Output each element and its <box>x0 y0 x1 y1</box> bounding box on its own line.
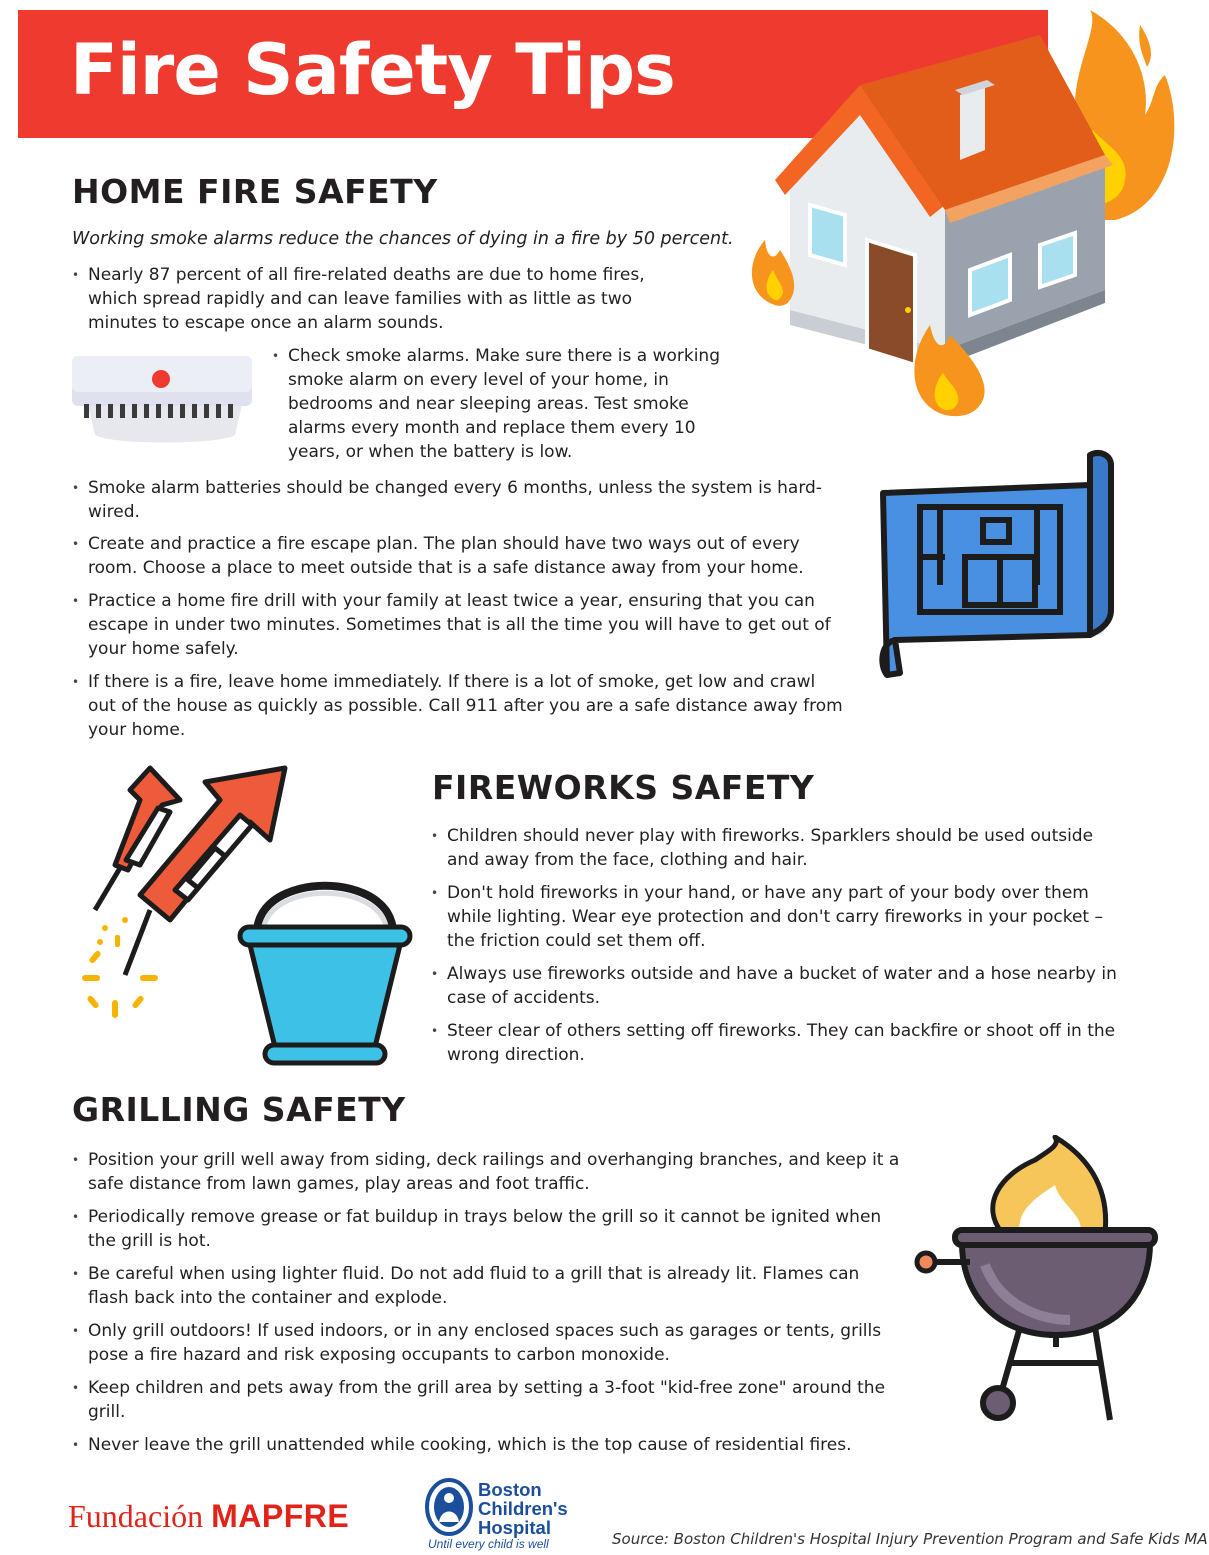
burning-house-icon <box>745 5 1185 425</box>
fireworks-tip-list <box>431 824 1121 1067</box>
list-item: • Be careful when using lighter fluid. Do not add fluid to a grill that is already lit. Flames can flash back into the container and explode. <box>72 1262 902 1310</box>
list-item: • Always use fireworks outside and have a bucket of water and a hose nearby in case of accidents. <box>431 962 1121 1010</box>
hospital-tagline: Until every child is well <box>428 1537 549 1551</box>
list-item: • Never leave the grill unattended while cooking, which is the top cause of residential fires. <box>72 1433 902 1457</box>
hospital-name-line-3: Hospital <box>478 1517 551 1538</box>
hospital-name-line-2: Children's <box>478 1498 568 1519</box>
home-tip-list-3 <box>72 476 847 742</box>
list-item: • Children should never play with fireworks. Sparklers should be used outside and away from the face, clothing and hair. <box>431 824 1121 872</box>
hospital-seal-icon <box>425 1478 473 1536</box>
hospital-name-line-1: Boston <box>478 1479 542 1500</box>
source-note: Source: Boston Children's Hospital Injury Prevention Program and Safe Kids MA <box>612 1530 1208 1548</box>
list-item: • Don't hold fireworks in your hand, or have any part of your body over them while lighting. Wear eye protection and don't carry fireworks in your pocket – the friction could set them off. <box>431 881 1121 953</box>
list-item: • If there is a fire, leave home immediately. If there is a lot of smoke, get low and crawl out of the house as quickly as possible. Call 911 after you are a safe distance away from your home. <box>72 670 847 742</box>
list-item: • Nearly 87 percent of all fire-related deaths are due to home fires, which spread rapidly and can leave families with as little as two minutes to escape once an alarm sounds. <box>72 263 677 335</box>
home-tip-list-1 <box>72 263 677 335</box>
grilling-tip-list <box>72 1148 902 1457</box>
boston-childrens-hospital-logo <box>478 1480 568 1537</box>
list-item: • Steer clear of others setting off fireworks. They can backfire or shoot off in the wrong direction. <box>431 1019 1121 1067</box>
fundacion-mapfre-logo <box>68 1498 349 1535</box>
page-title: Fire Safety Tips <box>70 29 675 111</box>
mapfre-prefix: Fundación <box>68 1498 204 1534</box>
list-item: • Position your grill well away from siding, deck railings and overhanging branches, and keep it a safe distance from lawn games, play areas and foot traffic. <box>72 1148 902 1196</box>
home-intro: Working smoke alarms reduce the chances of dying in a fire by 50 percent. <box>72 229 734 249</box>
fireworks-safety-heading: FIREWORKS SAFETY <box>432 768 815 807</box>
grill-icon <box>910 1135 1160 1425</box>
bucket-icon <box>235 855 415 1073</box>
list-item: • Practice a home fire drill with your family at least twice a year, ensuring that you can escape in under two minutes. Sometimes that is all the time you will have to get out of your home safely. <box>72 589 847 661</box>
mapfre-name: MAPFRE <box>211 1498 350 1534</box>
grilling-safety-heading: GRILLING SAFETY <box>72 1090 406 1129</box>
home-fire-safety-heading: HOME FIRE SAFETY <box>72 172 438 211</box>
list-item: • Create and practice a fire escape plan. The plan should have two ways out of every room. Choose a place to meet outside that is a safe distance away from your home. <box>72 532 847 580</box>
list-item: • Periodically remove grease or fat buildup in trays below the grill so it cannot be ignited when the grill is hot. <box>72 1205 902 1253</box>
smoke-alarm-icon <box>70 350 260 450</box>
list-item: • Check smoke alarms. Make sure there is a working smoke alarm on every level of your home, in bedrooms and near sleeping areas. Test smoke alarms every month and replace them every 10 years, or when the battery is low. <box>272 344 742 464</box>
blueprint-icon <box>875 445 1125 690</box>
list-item: • Only grill outdoors! If used indoors, or in any enclosed spaces such as garages or tents, grills pose a fire hazard and risk exposing occupants to carbon monoxide. <box>72 1319 902 1367</box>
list-item: • Keep children and pets away from the grill area by setting a 3-foot "kid-free zone" around the grill. <box>72 1376 902 1424</box>
list-item: • Smoke alarm batteries should be changed every 6 months, unless the system is hard-wired. <box>72 476 847 524</box>
home-tip-list-2 <box>272 344 742 464</box>
